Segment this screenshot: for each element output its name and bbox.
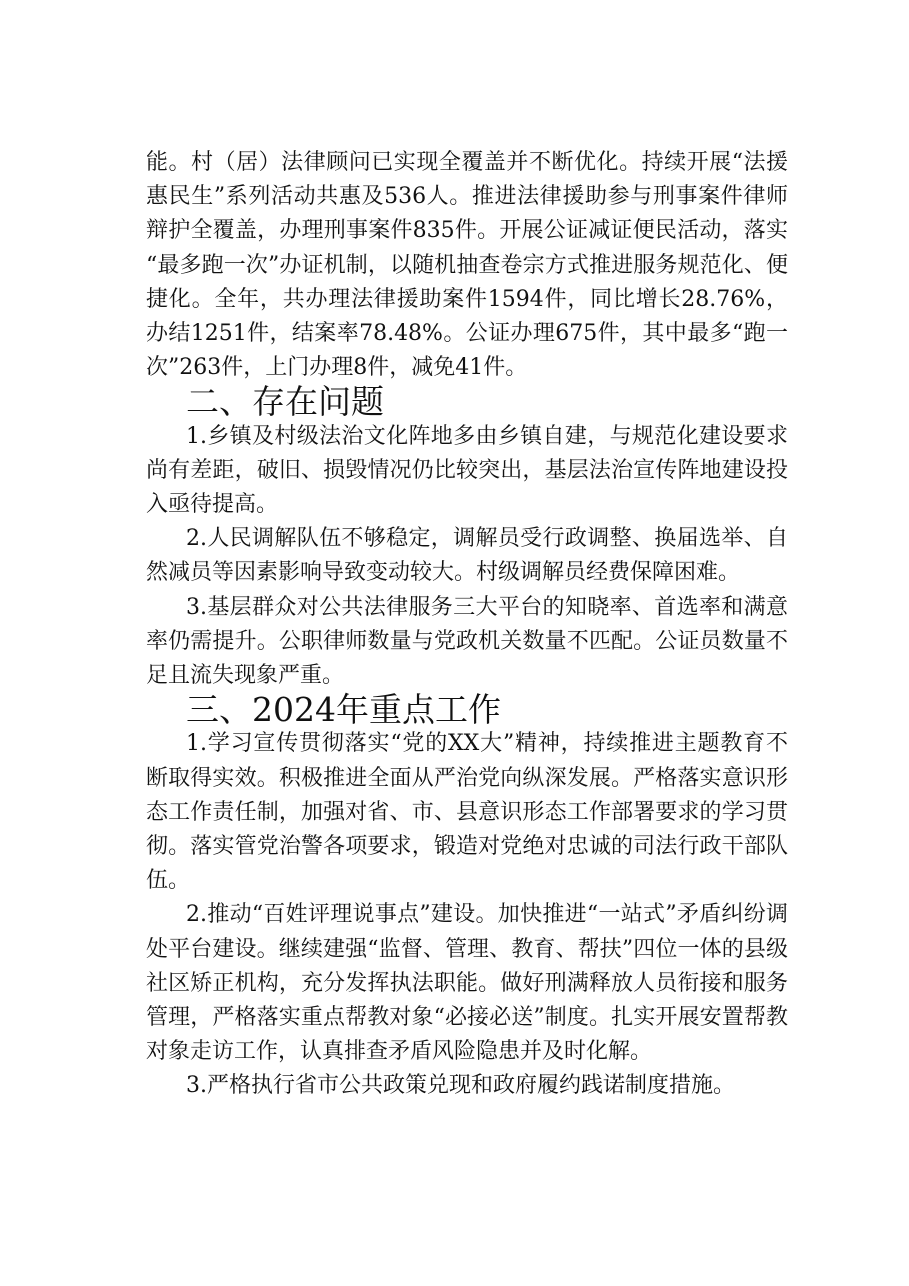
paragraph-continued: 能。村（居）法律顾问已实现全覆盖并不断优化。持续开展“法援惠民生”系列活动共惠及536人。推进法律援助参与刑事案件律师辩护全覆盖，办理刑事案件835件。开展公证减证便民活动，落实“最多跑一次”办证机制，以随机抽查卷宗方式推进服务规范化、便捷化。全年，共办理法律援助案件1594件，同比增长28.76%，办结1251件，结案率78.48%。公证办理675件，其中最多“跑一次”263件，上门办理8件，减免41件。	[146, 150, 788, 381]
work-item-1: 1.学习宣传贯彻落实“党的XX大”精神，持续推进主题教育不断取得实效。积极推进全面从严治党向纵深发展。严格落实意识形态工作责任制，加强对省、市、县意识形态工作部署要求的学习贯彻。落实管党治警各项要求，锻造对党绝对忠诚的司法行政干部队伍。	[146, 731, 788, 894]
problem-item-2: 2.人民调解队伍不够稳定，调解员受行政调整、换届选举、自然减员等因素影响导致变动较大。村级调解员经费保障困难。	[146, 526, 788, 586]
work-item-3: 3.严格执行省市公共政策兑现和政府履约践诺制度措施。	[186, 1073, 735, 1099]
problem-item-3: 3.基层群众对公共法律服务三大平台的知晓率、首选率和满意率仍需提升。公职律师数量与党政机关数量不匹配。公证员数量不足且流失现象严重。	[146, 594, 788, 689]
section-heading-key-work: 三、2024年重点工作	[186, 690, 501, 730]
section-heading-problems: 二、存在问题	[186, 382, 384, 422]
document-body	[146, 146, 788, 1104]
problem-item-1: 1.乡镇及村级法治文化阵地多由乡镇自建，与规范化建设要求尚有差距，破旧、损毁情况仍比较突出，基层法治宣传阵地建设投入亟待提高。	[146, 423, 788, 518]
work-item-2: 2.推动“百姓评理说事点”建设。加快推进“一站式”矛盾纠纷调处平台建设。继续建强“监督、管理、教育、帮扶”四位一体的县级社区矫正机构，充分发挥执法职能。做好刑满释放人员衔接和服务管理，严格落实重点帮教对象“必接必送”制度。扎实开展安置帮教对象走访工作，认真排查矛盾风险隐患并及时化解。	[146, 902, 788, 1065]
